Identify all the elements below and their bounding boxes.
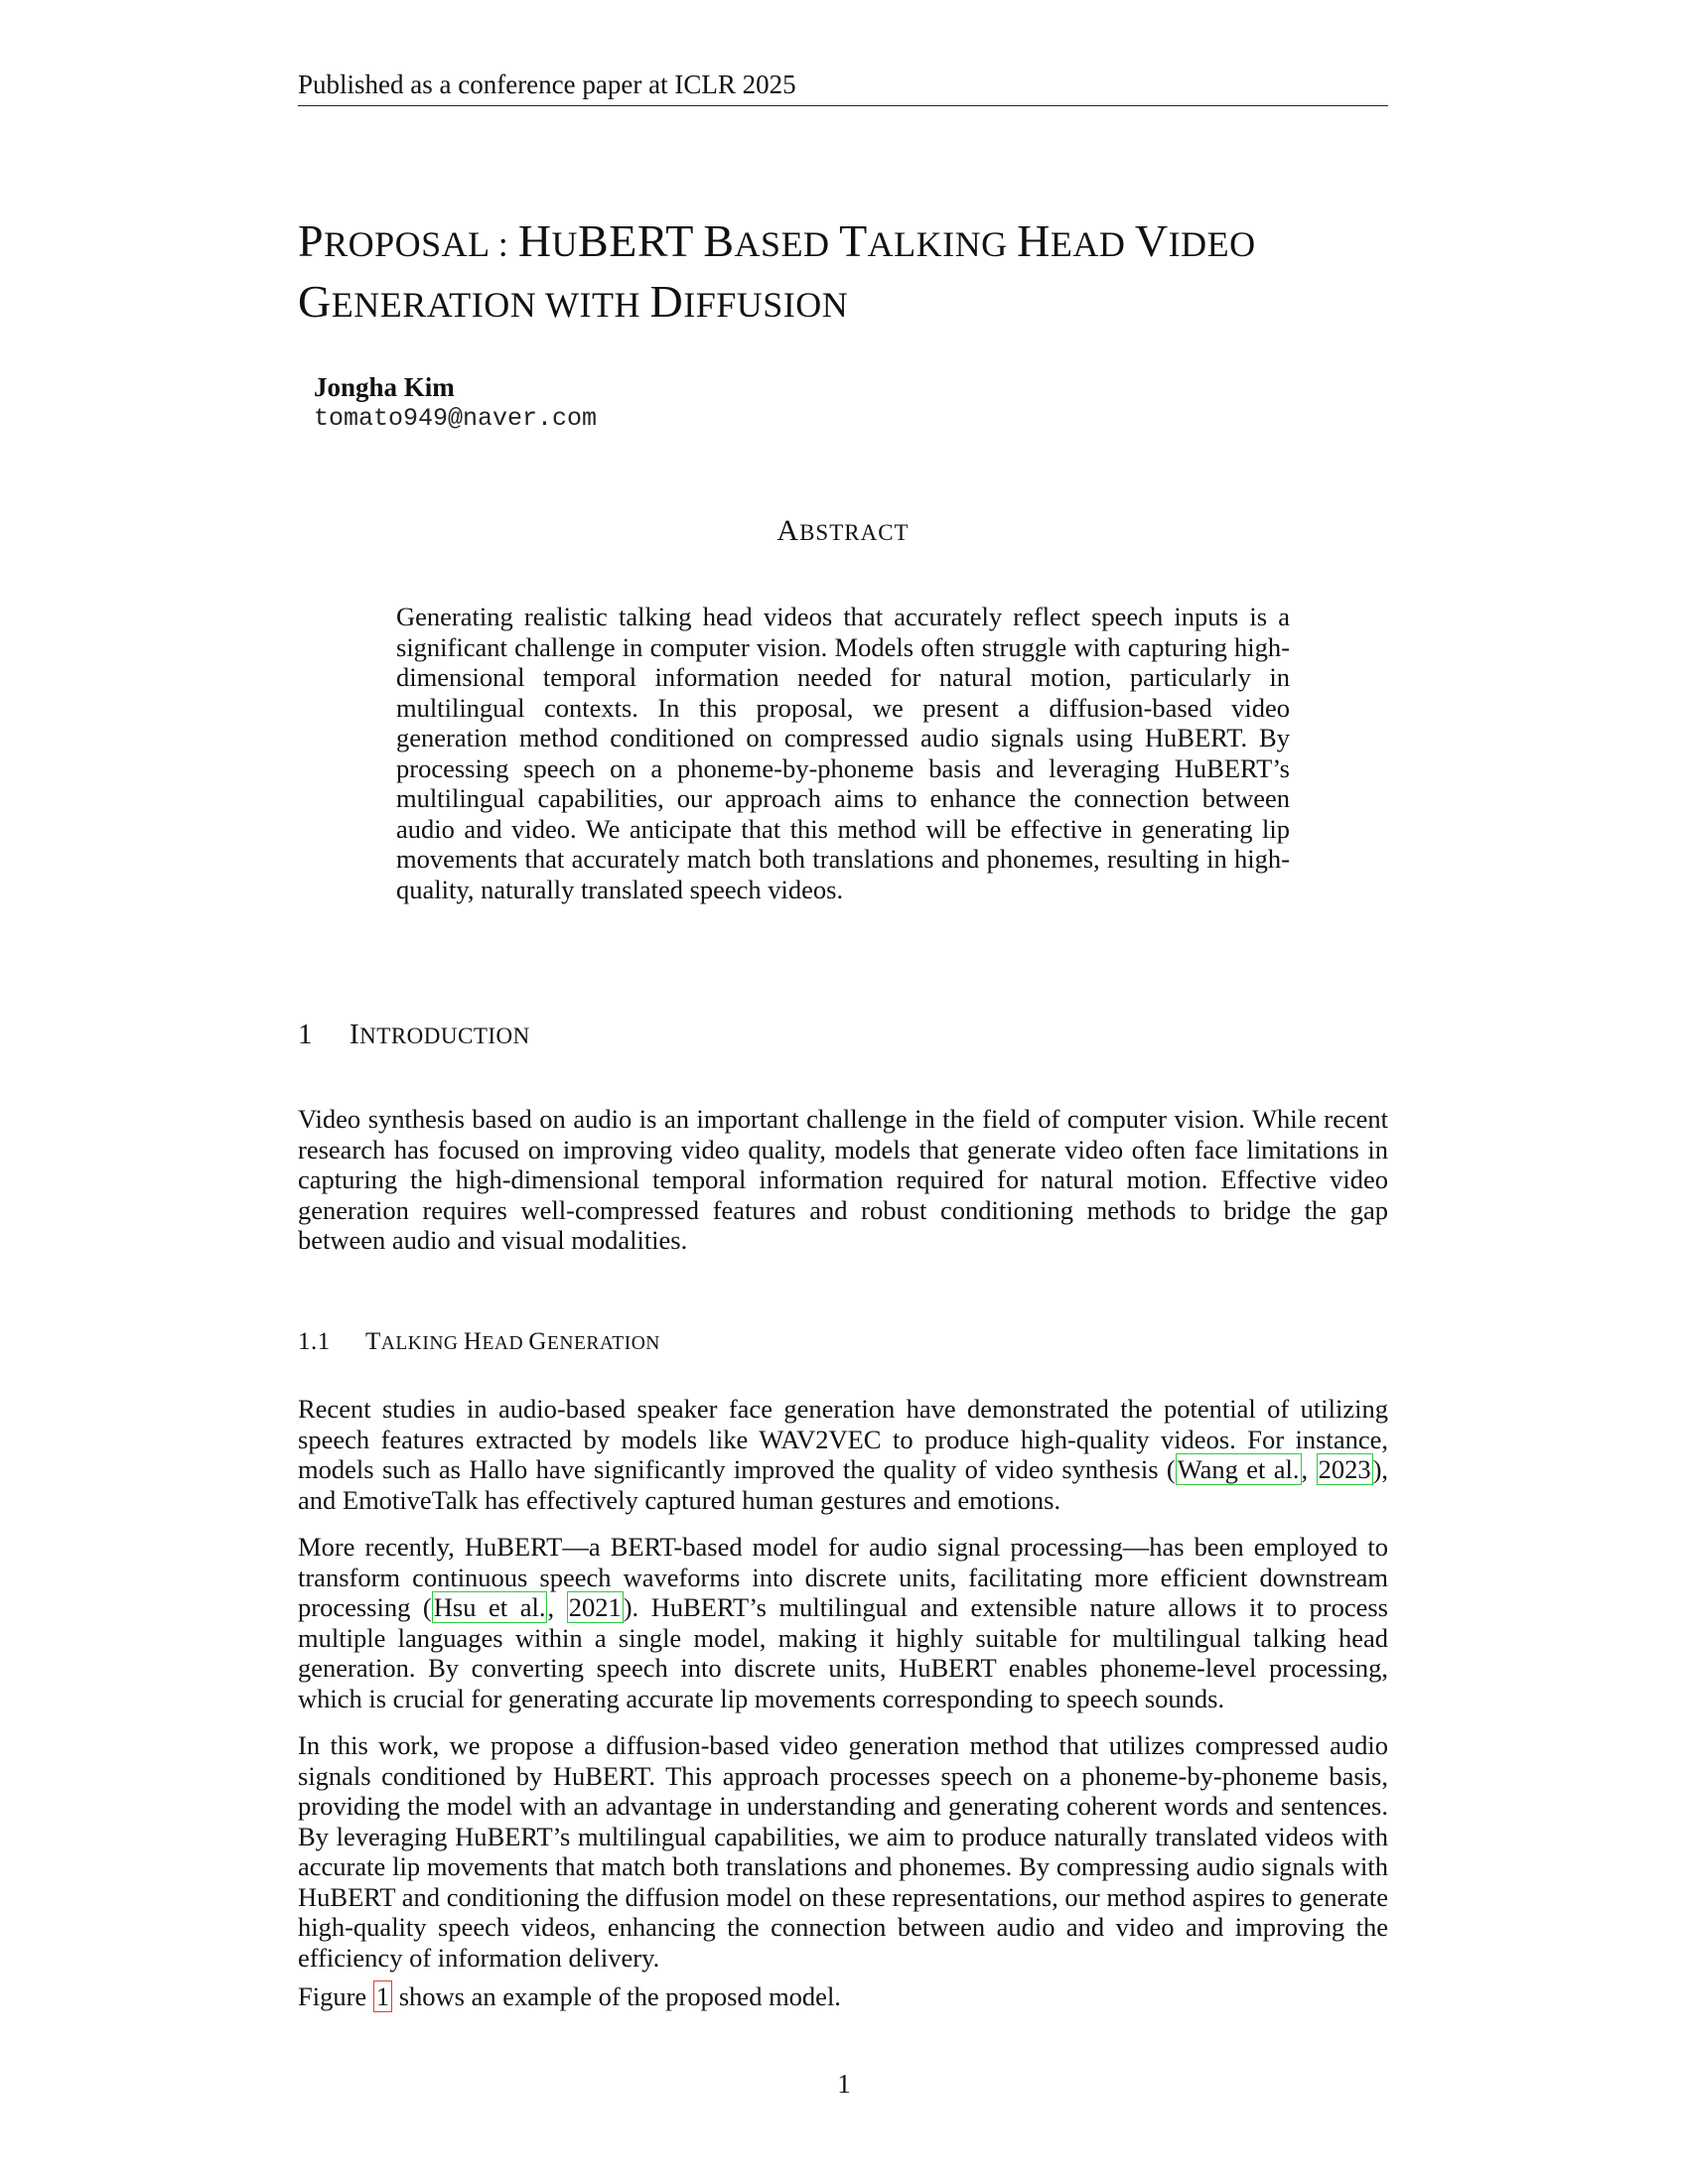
title-part: GENERATION WITH xyxy=(298,276,650,327)
conference-header: Published as a conference paper at ICLR 2025 xyxy=(298,68,1388,106)
title-part: DIFFUSION xyxy=(649,276,849,327)
title-part: HU xyxy=(517,215,579,266)
body-paragraph: In this work, we propose a diffusion-based video generation method that utilizes compressed audio signals conditioned by HuBERT. This approach processes speech on a phoneme-by-phoneme basis, providing the model with an advantage in understanding and generating coherent words and sentences. By leveraging HuBERT’s multilingual capabilities, we aim to produce naturally translated videos with accurate lip movements that match both translations and phonemes. By compressing audio signals with HuBERT and conditioning the diffusion model on these representations, our method aspires to generate high-quality speech videos, enhancing the connection between audio and video and improving the efficiency of information delivery. xyxy=(298,1730,1388,1973)
citation-link[interactable]: Wang et al. xyxy=(1177,1454,1300,1484)
body-paragraph: Recent studies in audio-based speaker face generation have demonstrated the potential of utilizing speech features extracted by models like WAV2VEC to produce high-quality videos. For instance, models such as Hallo have significantly improved the quality of video synthesis (Wang et al., 2023), and EmotiveTalk has effectively captured human gestures and emotions. xyxy=(298,1394,1389,1515)
body-paragraph: More recently, HuBERT—a BERT-based model for audio signal processing—has been employed to transform continuous speech waveforms into discrete units, facilitating more efficient downstream processing (Hsu et al., 2021). HuBERT’s multilingual and extensible nature allows it to process multiple languages within a single model, making it highly suitable for multilingual talking head generation. By converting speech into discrete units, HuBERT enables phoneme-level processing, which is crucial for generating accurate lip movements corresponding to speech sounds. xyxy=(298,1532,1388,1713)
abstract-text: Generating realistic talking head videos that accurately reflect speech inputs is a significant challenge in computer vision. Models often struggle with capturing high-dimensional temporal information needed for natural motion, particularly in multilingual contexts. In this proposal, we present a diffusion-based video generation method conditioned on compressed audio signals using HuBERT. By processing speech on a phoneme-by-phoneme basis and leveraging HuBERT’s multilingual capabilities, our approach aims to enhance the connection between audio and video. We anticipate that this method will be effective in generating lip movements that accurately match both translations and phonemes, resulting in high-quality, naturally translated speech videos. xyxy=(396,602,1290,904)
title-part: HEAD xyxy=(1017,215,1135,266)
author-name: Jongha Kim xyxy=(314,372,455,402)
citation-year-link[interactable]: 2021 xyxy=(568,1592,622,1622)
title-part: BERT xyxy=(578,215,694,266)
abstract-heading: ABSTRACT xyxy=(776,514,910,547)
title-part: PROPOSAL : xyxy=(298,215,518,266)
figure-reference-link[interactable]: 1 xyxy=(373,1980,392,2012)
paper-title xyxy=(298,212,1400,334)
introduction-paragraph: Video synthesis based on audio is an important challenge in the field of computer vision. While recent research has focused on improving video quality, models that generate video often face limitations in capturing the high-dimensional temporal information required for natural motion. Effective video generation requires well-compressed features and robust conditioning methods to bridge the gap between audio and visual modalities. xyxy=(298,1104,1388,1255)
subsection-number: 1.1 xyxy=(298,1328,331,1355)
citation-link[interactable]: Hsu et al. xyxy=(433,1592,546,1622)
title-part: VIDEO xyxy=(1134,215,1256,266)
page-number: 1 xyxy=(837,2069,851,2099)
subsection-heading-talking-head-generation: 1.1 TALKING HEAD GENERATION xyxy=(298,1326,660,1360)
title-part: BASED xyxy=(703,215,840,266)
title-part: TALKING xyxy=(839,215,1018,266)
author-email[interactable]: tomato949@naver.com xyxy=(314,404,598,433)
citation-year-link[interactable]: 2023 xyxy=(1318,1454,1371,1484)
section-heading-introduction: 1 INTRODUCTION xyxy=(298,1019,530,1050)
section-number: 1 xyxy=(298,1019,313,1050)
body-paragraph: Figure 1 shows an example of the proposed model. xyxy=(298,1981,841,2011)
